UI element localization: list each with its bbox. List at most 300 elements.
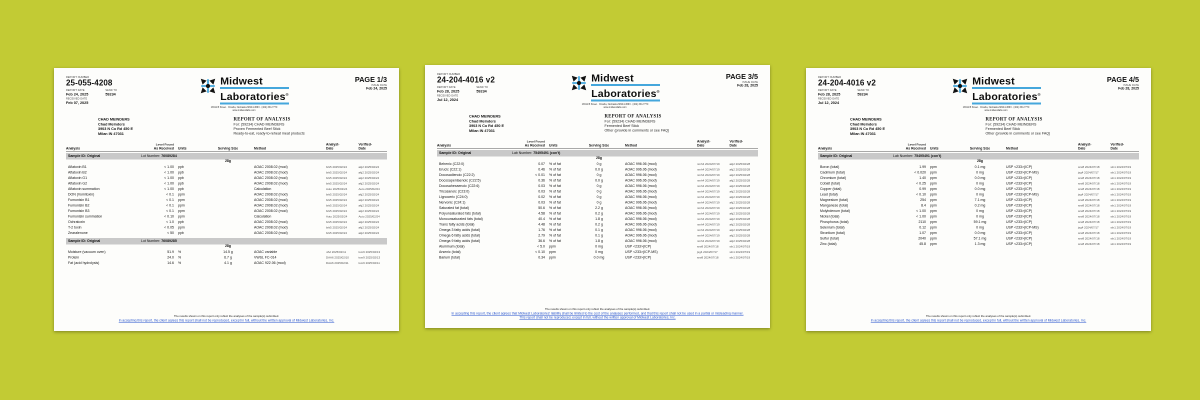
method-cell: AOAC 2008.02 (mod)	[254, 171, 288, 175]
value-cell: < 0.1	[166, 198, 174, 202]
value-cell: 51.9	[167, 250, 174, 254]
analysis-table	[437, 140, 758, 262]
report-date-label: REPORT DATE	[66, 89, 85, 92]
units-cell: ppm	[930, 204, 937, 208]
method-cell: AOAC 2008.02 (mod)	[254, 204, 288, 208]
footer-disclaimer: The results shown on this report only reflect the analyses of the sample(s) submitted.	[173, 315, 280, 318]
col-units: Units	[178, 146, 187, 151]
analysis-cell: Copper (total)	[820, 187, 842, 191]
verified-date-cell: akj2 2025/02/28	[729, 185, 751, 188]
serving-cell: 0.1 g	[595, 228, 603, 232]
units-cell: ppm	[930, 193, 937, 197]
analyst-date-cell: srw8 2024/07/18	[1078, 237, 1100, 241]
verified-date-cell: sln1 2024/07/19	[1110, 182, 1132, 186]
analysis-cell: Strontium (total)	[820, 231, 845, 235]
method-cell: AOAC 2008.02 (mod)	[254, 198, 288, 202]
units-cell: ppm	[549, 245, 556, 249]
col-serving-size: Serving Size	[217, 146, 239, 151]
midwest-labs-pinwheel-icon	[951, 77, 969, 95]
serving-cell: 0 g	[596, 195, 602, 199]
received-date: Jul 12, 2024	[818, 100, 840, 105]
analyst-date-cell: JA2 2025/02/11	[326, 251, 347, 254]
value-cell: 0.99	[919, 187, 926, 191]
sample-id-label: Sample ID: Original	[68, 154, 101, 158]
client-address-block	[437, 114, 530, 133]
received-date: Feb 07, 2025	[66, 100, 89, 105]
lab-website: www.midwestlabs.com	[603, 106, 627, 109]
analyst-date-cell: DAA6 2025/02/11	[326, 262, 349, 265]
units-cell: ppm	[930, 226, 937, 230]
client-address-block	[66, 117, 159, 136]
serving-cell: 0 mg	[976, 215, 984, 219]
received-date: Jul 12, 2024	[437, 97, 459, 102]
serving-cell: 59.1 mg	[973, 220, 987, 224]
method-cell: USP <233>(ICP)	[1006, 176, 1033, 180]
method-cell: AOAC 2008.02 (mod)	[254, 226, 288, 230]
value-cell: 4.48	[538, 223, 545, 227]
method-cell: USP <233>(ICP)	[1006, 198, 1033, 202]
lab-wordmark	[220, 76, 289, 105]
analysis-cell: Moisture (vacuum oven)	[68, 250, 106, 254]
verified-date-cell: Auto 2025/02/24	[358, 188, 380, 191]
analysis-table	[818, 143, 1139, 248]
value-cell: < 0.10	[535, 250, 545, 254]
units-cell: ppm	[178, 204, 185, 208]
verified-date-cell: sln1 2024/07/19	[1110, 237, 1132, 241]
report-sheet	[54, 68, 399, 331]
page-footer	[425, 308, 770, 320]
units-cell: ppm	[178, 198, 185, 202]
col-as-received: As Received	[905, 146, 926, 151]
units-cell: ppb	[178, 187, 184, 191]
verified-date-cell: akj2 2025/02/24	[358, 193, 380, 197]
verified-date-cell: akj2 2025/02/28	[729, 229, 751, 232]
analysis-cell: Aflatoxin B2	[68, 171, 87, 175]
analysis-cell: Lead (total)	[820, 193, 838, 197]
value-cell: 2040	[918, 237, 926, 241]
analysis-cell: Nervonic (C24:1)	[439, 201, 466, 205]
serving-cell: 6.7 g	[224, 256, 232, 260]
verified-date-cell: akj2 2025/02/24	[358, 177, 380, 180]
lab-wordmark	[591, 73, 660, 102]
analyst-date-cell: jsg4 2024/07/17	[1078, 171, 1099, 175]
report-for-line: For: (59234) CHAD MEINDERS	[604, 119, 656, 124]
received-date-label: RECEIVED DATE	[437, 94, 459, 98]
serving-cell: 0.0 mg	[974, 231, 986, 235]
units-cell: ppm	[930, 182, 937, 186]
value-cell: 0.12	[919, 226, 926, 230]
units-cell: ppm	[930, 198, 937, 202]
method-cell: AOAC 996.06 (mod)	[625, 195, 657, 199]
verified-date-cell: sln1 2024/07/19	[1110, 193, 1132, 197]
serving-cell: 0.1 g	[595, 234, 603, 238]
analysis-table	[66, 143, 387, 267]
verified-date-cell: sln1 2024/07/19	[1110, 232, 1132, 235]
value-cell: 8.4	[921, 204, 926, 208]
brand-underline-bar2	[972, 103, 1041, 105]
report-disclaimer-link: This report shall not be reproduced, except in full, without the written approval of Midwest Laboratories, Inc.	[519, 316, 676, 320]
report-number: 24-204-4016 v2	[818, 79, 876, 88]
value-cell: < 0.1	[166, 209, 174, 213]
value-cell: < 0.10	[916, 193, 926, 197]
method-cell: AOAC 996.06 (mod)	[625, 190, 657, 194]
verified-date-cell: akj2 2025/02/24	[358, 232, 380, 235]
analyst-date-cell: brk5 2025/02/24	[326, 166, 347, 169]
client-street: 3903 N Co Rd 450 E	[850, 126, 886, 131]
method-cell: USP <233>(ICP)	[1006, 187, 1033, 191]
analyst-date-cell: srw8 2024/07/18	[1078, 243, 1100, 246]
method-cell: Calculation	[254, 215, 272, 219]
analysis-cell: Nickel (total)	[820, 215, 840, 219]
method-cell: AOAC 996.06 (mod)	[625, 217, 657, 221]
serving-cell: 0 mg	[976, 193, 984, 197]
client-name: Chad Meinders	[850, 121, 877, 127]
verified-date-cell: akj2 2025/02/24	[358, 199, 380, 202]
sample-description-1: Proven Fermented Beef Stick	[233, 126, 281, 131]
col-analyst-date: Date	[326, 146, 334, 151]
analysis-cell: Aflatoxin summation	[68, 187, 100, 191]
serving-cell: 0 g	[596, 162, 602, 166]
col-as-received: As Received	[153, 146, 174, 151]
serving-cell: 0.0 g	[595, 179, 603, 183]
lab-report-page[interactable]	[806, 68, 1151, 331]
verified-date-cell: akj2 2025/02/24	[358, 171, 380, 175]
value-cell: < 1.00	[916, 215, 926, 219]
verified-date-cell: sln1 2024/07/19	[1110, 243, 1132, 246]
analysis-cell: Zinc (total)	[820, 242, 837, 246]
lab-number-value: 76089284	[161, 154, 177, 158]
footer-links	[425, 312, 770, 320]
units-cell: % of fat	[549, 162, 561, 166]
report-header	[437, 73, 758, 109]
verified-date-cell: sln1 2024/07/19	[1110, 188, 1132, 191]
registered-mark: ®	[1037, 92, 1041, 97]
method-cell: USP <233>(ICP)	[1006, 220, 1033, 224]
value-cell: < 1.00	[916, 209, 926, 213]
col-analysis: Analysis	[437, 143, 451, 148]
sample-description-2: Ready-to-eat, ready-to-reheat meat products	[233, 131, 305, 136]
units-cell: %	[178, 256, 182, 260]
report-header	[818, 76, 1139, 112]
analyst-date-cell: srw8 2024/07/18	[1078, 232, 1100, 235]
client-street: 3903 N Co Rd 450 E	[98, 126, 134, 131]
sample-description-1: Fermented Beef Stick	[985, 126, 1021, 131]
value-cell: 254	[920, 198, 926, 202]
method-cell: Calculation	[254, 187, 272, 191]
value-cell: 4.58	[538, 212, 545, 216]
analysis-cell: Aflatoxin G2	[68, 182, 88, 186]
verified-date-cell: akj2 2025/02/24	[358, 166, 380, 169]
verified-date-cell: akj2 2025/02/24	[358, 182, 380, 186]
units-cell: ppb	[178, 176, 184, 180]
value-cell: 0.02	[538, 195, 545, 199]
analysis-cell: Monounsaturated fats (total)	[439, 217, 483, 221]
report-for-line: For: (59234) CHAD MEINDERS	[233, 122, 285, 127]
method-cell: AOAC 996.06 (mod)	[625, 162, 657, 166]
method-cell: AOAC 2008.02 (mod)	[254, 220, 288, 224]
verified-date-cell: sln1 2024/07/19	[729, 245, 751, 249]
verified-date-cell: akj2 2025/02/28	[729, 212, 751, 216]
serving-cell: 0.0 mg	[593, 256, 605, 260]
client-name: Chad Meinders	[98, 121, 125, 127]
serving-size-value: 28g	[976, 159, 984, 163]
verified-date-cell: akj2 2025/02/28	[729, 234, 751, 238]
method-cell: USP <233>(ICP-MS)	[1006, 193, 1039, 197]
verified-date-cell: akj2 2025/02/28	[729, 179, 751, 183]
analysis-cell: Docosapentaenoic (C22:5)	[439, 179, 481, 183]
report-sheet	[806, 68, 1151, 331]
col-analyst-date: Date	[697, 143, 705, 148]
received-date-label: RECEIVED DATE	[818, 97, 840, 101]
analysis-cell: Zearalenone	[68, 231, 88, 235]
analysis-cell: Polyunsaturated fats (total)	[439, 212, 481, 216]
page-number: PAGE 4/5	[1106, 76, 1139, 84]
verified-date-cell: sln1 2024/07/19	[1110, 199, 1132, 202]
analyst-date-cell: nmh4 2024/07/19	[697, 229, 720, 232]
analyst-date-cell: brk5 2025/02/24	[326, 232, 347, 235]
units-cell: ppm	[930, 209, 937, 213]
method-cell: AOAC 996.06 (mod)	[625, 228, 657, 232]
analyst-date-cell: brk5 2025/02/24	[326, 182, 347, 186]
col-as-received: As Received	[524, 143, 545, 148]
analysis-cell: Omega 9 fatty acids (total)	[439, 239, 481, 243]
serving-cell: 0.2 g	[595, 212, 603, 216]
value-cell: < 0.1	[166, 193, 174, 197]
client-name-caps: CHAD MEINDERS	[469, 114, 501, 119]
method-cell: AOAC 996.06 (mod)	[625, 168, 657, 172]
analysis-cell: Cadmium (total)	[820, 171, 845, 175]
value-cell: < 1.00	[164, 187, 174, 191]
col-verified-date: Date	[729, 143, 737, 148]
verified-date-cell: sln1 2024/07/19	[1110, 177, 1132, 180]
units-cell: ppm	[178, 226, 185, 230]
serving-cell: 0 mg	[976, 226, 984, 230]
page-indicator-block	[1082, 76, 1140, 112]
client-name-caps: CHAD MEINDERS	[850, 117, 882, 122]
verified-date-cell: sln1 2024/07/19	[1110, 215, 1132, 219]
verified-date-cell: akj2 2025/02/28	[729, 168, 751, 172]
analysis-cell: Fat (acid hydrolysis)	[68, 261, 100, 265]
serving-cell: 0 mg	[976, 209, 984, 213]
report-disclaimer-link: In accepting this report, the client agrees this report shall not be reproduced, except in full, without the written approval of Midwest Laboratories, Inc.	[870, 319, 1087, 323]
analysis-cell: Fumonisin B2	[68, 204, 90, 208]
analysis-cell: Chromium (total)	[820, 176, 847, 180]
method-cell: USP <233>(ICP-MS)	[1006, 171, 1039, 175]
units-cell: ppm	[930, 171, 937, 175]
units-cell: ppm	[930, 187, 937, 191]
units-cell: % of fat	[549, 195, 561, 199]
lab-brand-block	[530, 73, 701, 109]
analysis-cell: Magnesium (total)	[820, 198, 849, 202]
value-cell: 1.99	[919, 165, 926, 169]
units-cell: %	[178, 261, 182, 265]
value-cell: 24.0	[167, 256, 174, 260]
lab-website: www.midwestlabs.com	[984, 109, 1008, 112]
analyst-date-cell: DAA6 2025/02/10	[326, 256, 349, 260]
analysis-cell: Selenium (total)	[820, 226, 845, 230]
method-cell: AOAC 996.06 (mod)	[625, 173, 657, 177]
table-row	[818, 243, 1139, 249]
serving-cell: 0 g	[596, 190, 602, 194]
table-body	[437, 150, 758, 262]
report-number-label: REPORT NUMBER	[66, 76, 90, 79]
verified-date-cell: akj2 2025/02/24	[358, 210, 380, 213]
analysis-cell: Sulfur (total)	[820, 237, 840, 241]
analysis-cell: Fumonisin B3	[68, 209, 90, 213]
issue-date-label: ISSUE DATE	[742, 81, 758, 84]
value-cell: 0.03	[538, 190, 545, 194]
report-for-line: For: (59234) CHAD MEINDERS	[985, 122, 1037, 127]
col-verified: Verified-	[729, 140, 743, 144]
col-analyst: Analyst-	[326, 143, 340, 147]
lab-number-label: Lab Number: 75495491 (con't)	[893, 154, 942, 158]
value-cell: 50.6	[538, 206, 545, 210]
analyst-date-cell: srw8 2024/07/18	[697, 245, 719, 249]
analyst-date-cell: srw8 2024/07/18	[1078, 199, 1100, 202]
lab-number-label: Lot Number: 76089285	[141, 239, 177, 243]
value-cell: < 50	[167, 231, 174, 235]
serving-cell: 14.5 g	[223, 250, 233, 254]
client-city: Milan IN 47031	[98, 131, 124, 136]
sample-description-1: Fermented Beef Stick	[604, 123, 640, 128]
verified-date-cell: akj2 2025/02/28	[729, 218, 751, 221]
table-row	[66, 262, 387, 268]
method-cell: USP <233>(ICP)	[1006, 209, 1033, 213]
page-indicator-block	[330, 76, 388, 112]
serving-cell: 0.2 mg	[974, 204, 986, 208]
client-city: Milan IN 47031	[850, 131, 876, 136]
col-analysis: Analysis	[818, 146, 832, 151]
units-cell: % of fat	[549, 223, 561, 227]
col-analyst: Analyst-	[697, 140, 711, 144]
analyst-date-cell: brk5 2025/02/24	[326, 226, 347, 230]
units-cell: % of fat	[549, 234, 561, 238]
brand-underline-bar2	[591, 100, 660, 102]
registered-mark: ®	[656, 89, 660, 94]
verified-date-cell: sln1 2024/07/19	[1110, 204, 1132, 208]
brand-line2: Laboratories	[220, 91, 286, 103]
value-cell: 14.6	[167, 261, 174, 265]
value-cell: 36.6	[538, 239, 545, 243]
report-date-label: REPORT DATE	[818, 89, 837, 92]
issue-date-label: ISSUE DATE	[371, 84, 387, 87]
report-title: REPORT OF ANALYSIS	[604, 114, 662, 119]
analyst-date-cell: brk5 2025/02/24	[326, 210, 347, 213]
units-cell: ppb	[178, 220, 184, 224]
col-units: Units	[549, 143, 558, 148]
method-cell: USP <233>(ICP)	[625, 245, 652, 249]
sample-id-label: Sample ID: Original	[820, 154, 853, 158]
table-header-row	[437, 140, 758, 149]
report-sheet	[425, 65, 770, 328]
report-date-label: REPORT DATE	[437, 86, 456, 89]
serving-cell: 57.1 mg	[973, 237, 987, 241]
col-analysis: Analysis	[66, 146, 80, 151]
lab-address: 13611 B Street · Omaha, Nebraska 68144-3693 · (402) 334-7770	[210, 106, 278, 109]
client-name: Chad Meinders	[469, 118, 496, 124]
units-cell: % of fat	[549, 190, 561, 194]
verified-date-cell: akj2 2025/02/28	[729, 163, 751, 166]
method-cell: AOAC 2008.02 (mod)	[254, 209, 288, 213]
serving-cell: 0.0 g	[595, 168, 603, 172]
serving-size-value: 28g	[224, 159, 232, 163]
analyst-date-cell: nmh4 2024/07/19	[697, 201, 720, 205]
footer-disclaimer: The results shown on this report only reflect the analyses of the sample(s) submitted.	[925, 315, 1032, 318]
analyst-date-cell: srw8 2024/07/18	[1078, 188, 1100, 191]
report-meta-block	[818, 76, 911, 112]
analysis-cell: Fumonisin summation	[68, 215, 103, 219]
method-cell: AOAC 996.06 (mod)	[625, 212, 657, 216]
analyst-date-cell: brk5 2025/02/24	[326, 204, 347, 208]
analyst-date-cell: srw8 2024/07/18	[1078, 166, 1100, 169]
registered-mark: ®	[285, 92, 289, 97]
serving-cell: 4.1 g	[224, 261, 232, 265]
serving-cell: 0 mg	[595, 250, 603, 254]
analyst-date-cell: srw8 2024/07/18	[1078, 177, 1100, 180]
table-body	[818, 153, 1139, 248]
analysis-cell: Trans fatty acids (total)	[439, 223, 475, 227]
method-cell: USP <233>(ICP)	[1006, 165, 1033, 169]
analysis-cell: Behenic (C22:0)	[439, 162, 465, 166]
lab-number-label: Lot Number: 76089284	[141, 154, 177, 158]
send-to-label: SEND TO	[857, 89, 870, 92]
value-cell: < 1.00	[164, 176, 174, 180]
units-cell: ppm	[178, 215, 185, 219]
issue-date-label: ISSUE DATE	[1123, 84, 1139, 87]
sample-description-2: Other (provide in comments or see FAQ)	[985, 131, 1051, 136]
units-cell: % of fat	[549, 239, 561, 243]
value-cell: 1.76	[538, 228, 545, 232]
verified-date-cell: Auto 2025/02/24	[358, 215, 380, 219]
analysis-cell: Erucic (C22:1)	[439, 168, 462, 172]
units-cell: ppm	[930, 215, 937, 219]
verified-date-cell: akj2 2025/02/28	[729, 190, 751, 194]
lab-number-value: 75495491 (con't)	[533, 151, 561, 155]
serving-size-value: 28g	[595, 156, 603, 160]
col-verified-date: Date	[358, 146, 366, 151]
value-cell: 2110	[918, 220, 926, 224]
analyst-date-cell: brk5 2025/02/24	[326, 171, 347, 175]
col-serving-size: Serving Size	[588, 143, 610, 148]
verified-date-cell: akj2 2025/02/28	[729, 201, 751, 205]
analysis-cell: Fumonisin B1	[68, 198, 90, 202]
page-number: PAGE 3/5	[725, 73, 758, 81]
units-cell: % of fat	[549, 184, 561, 188]
value-cell: 1.07	[919, 231, 926, 235]
serving-cell: 0.2 g	[595, 223, 603, 227]
received-date-label: RECEIVED DATE	[66, 97, 88, 101]
value-cell: 0.03	[538, 184, 545, 188]
lab-number-value: 76089285	[161, 239, 177, 243]
method-cell: AOAC 996.06 (mod)	[625, 179, 657, 183]
sample-description-2: Other (provide in comments or see FAQ)	[604, 128, 670, 133]
lab-report-page[interactable]	[425, 65, 770, 328]
analyst-date-cell: nmh4 2024/07/19	[697, 196, 720, 199]
col-verified: Verified-	[358, 143, 372, 147]
col-method: Method	[254, 146, 267, 151]
lab-report-page[interactable]	[54, 68, 399, 331]
units-cell: % of fat	[549, 173, 561, 177]
page-number: PAGE 1/3	[354, 76, 387, 84]
table-header-row	[818, 143, 1139, 152]
col-level-found: Level Found	[155, 143, 174, 147]
analysis-cell: Manganese (total)	[820, 204, 849, 208]
analysis-cell: Saturated fat (total)	[439, 206, 469, 210]
brand-line2: Laboratories	[972, 91, 1038, 103]
verified-date-cell: tsm9 2025/02/13	[358, 256, 381, 260]
page-footer	[806, 315, 1151, 323]
lab-address: 13611 B Street · Omaha, Nebraska 68144-3693 · (402) 334-7770	[962, 106, 1030, 109]
